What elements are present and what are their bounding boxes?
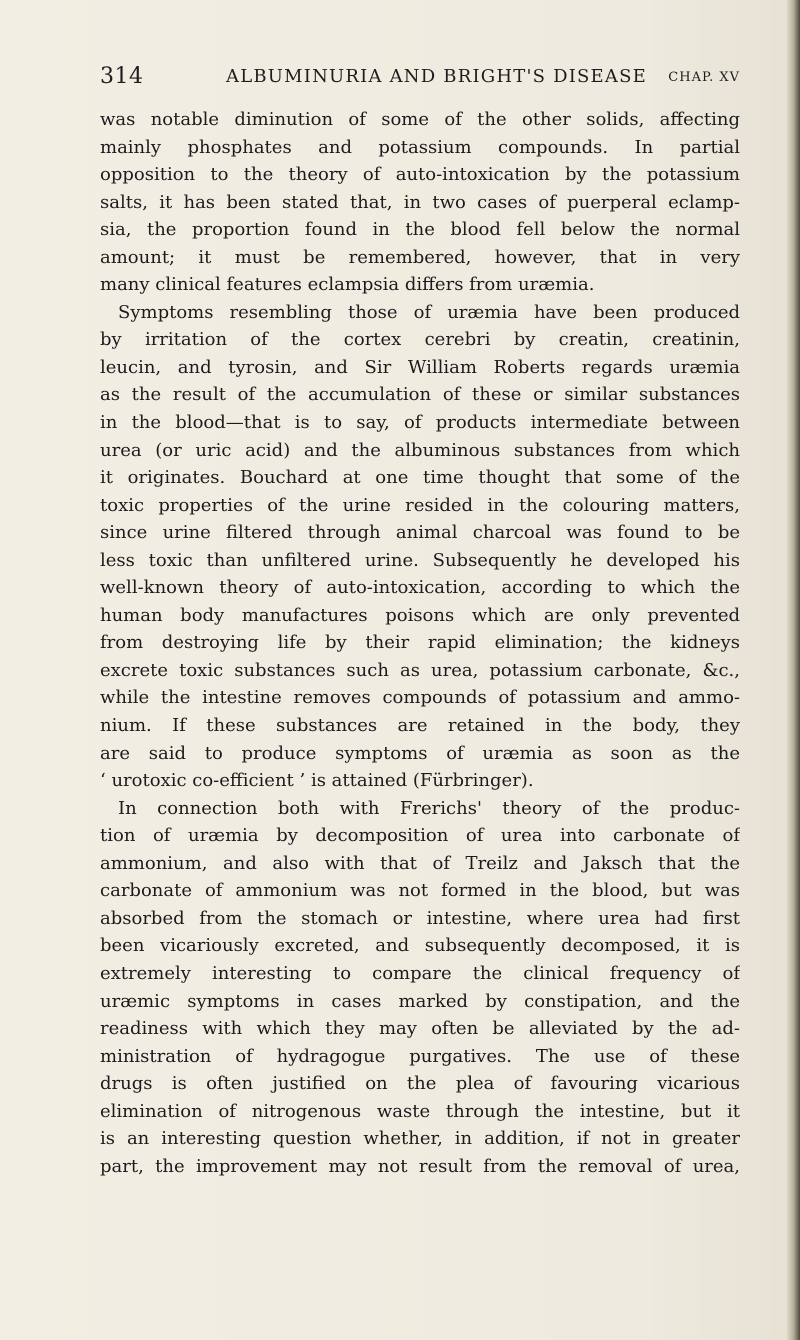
page-header: [100, 64, 740, 94]
text-line: toxic properties of the urine resided in the colouring matters,: [100, 494, 740, 516]
text-line: tion of uræmia by decomposition of urea into carbonate of: [100, 825, 740, 847]
text-line: while the intestine removes compounds of potassium and ammo-: [100, 687, 740, 709]
body-text: [100, 106, 740, 1180]
text-line: was notable diminution of some of the other solids, affecting: [100, 109, 740, 130]
paragraph-start-line: Symptoms resembling those of uræmia have been produced: [118, 301, 740, 323]
text-line: human body manufactures poisons which are only prevented: [100, 604, 740, 626]
paragraph-start-line: In connection both with Frerichs' theory of the produc-: [118, 797, 740, 819]
text-line: been vicariously excreted, and subsequently decomposed, it is: [100, 935, 740, 957]
text-line: in the blood—that is to say, of products intermediate between: [100, 412, 740, 434]
text-line: extremely interesting to compare the clinical frequency of: [100, 962, 740, 984]
text-line: carbonate of ammonium was not formed in the blood, but was: [100, 880, 740, 902]
text-line: ministration of hydragogue purgatives. The use of these: [100, 1045, 740, 1067]
text-line: are said to produce symptoms of uræmia as soon as the: [100, 742, 740, 764]
text-line: less toxic than unfiltered urine. Subsequently he developed his: [100, 549, 740, 571]
page-number: 314: [100, 64, 144, 89]
text-line: readiness with which they may often be alleviated by the ad-: [100, 1018, 740, 1040]
running-title: ALBUMINURIA AND BRIGHT'S DISEASE: [226, 66, 647, 87]
chapter-label: CHAP. XV: [668, 70, 740, 85]
text-line: absorbed from the stomach or intestine, where urea had first: [100, 907, 740, 929]
text-line: many clinical features eclampsia differs from uræmia.: [100, 274, 595, 296]
text-line: is an interesting question whether, in addition, if not in greater: [100, 1128, 740, 1150]
text-line: as the result of the accumulation of these or similar substances: [100, 384, 740, 406]
text-line: part, the improvement may not result from the removal of urea,: [100, 1155, 740, 1177]
text-line: sia, the proportion found in the blood fell below the normal: [100, 219, 740, 241]
text-line: drugs is often justified on the plea of favouring vicarious: [100, 1073, 740, 1095]
text-line: elimination of nitrogenous waste through the intestine, but it: [100, 1100, 740, 1122]
text-line: well-known theory of auto-intoxication, according to which the: [100, 577, 740, 599]
text-line: it originates. Bouchard at one time thought that some of the: [100, 467, 740, 489]
text-line: mainly phosphates and potassium compounds. In partial: [100, 136, 740, 158]
text-line: opposition to the theory of auto-intoxication by the potassium: [100, 164, 740, 186]
text-line: by irritation of the cortex cerebri by creatin, creatinin,: [100, 329, 740, 351]
text-line: ammonium, and also with that of Treilz and Jaksch that the: [100, 852, 740, 874]
text-line: excrete toxic substances such as urea, potassium carbonate, &c.,: [100, 659, 740, 681]
page-edge-shadow: [786, 0, 800, 1340]
text-line: leucin, and tyrosin, and Sir William Roberts regards uræmia: [100, 356, 740, 378]
text-line: since urine filtered through animal charcoal was found to be: [100, 522, 740, 544]
text-line: ‘ urotoxic co-efficient ’ is attained (Fürbringer).: [100, 770, 534, 792]
text-line: nium. If these substances are retained in the body, they: [100, 715, 740, 737]
text-line: salts, it has been stated that, in two cases of puerperal eclamp-: [100, 191, 740, 213]
text-line: uræmic symptoms in cases marked by constipation, and the: [100, 990, 740, 1012]
text-line: from destroying life by their rapid elimination; the kidneys: [100, 632, 740, 654]
text-line: urea (or uric acid) and the albuminous substances from which: [100, 439, 740, 461]
text-line: amount; it must be remembered, however, that in very: [100, 246, 740, 268]
